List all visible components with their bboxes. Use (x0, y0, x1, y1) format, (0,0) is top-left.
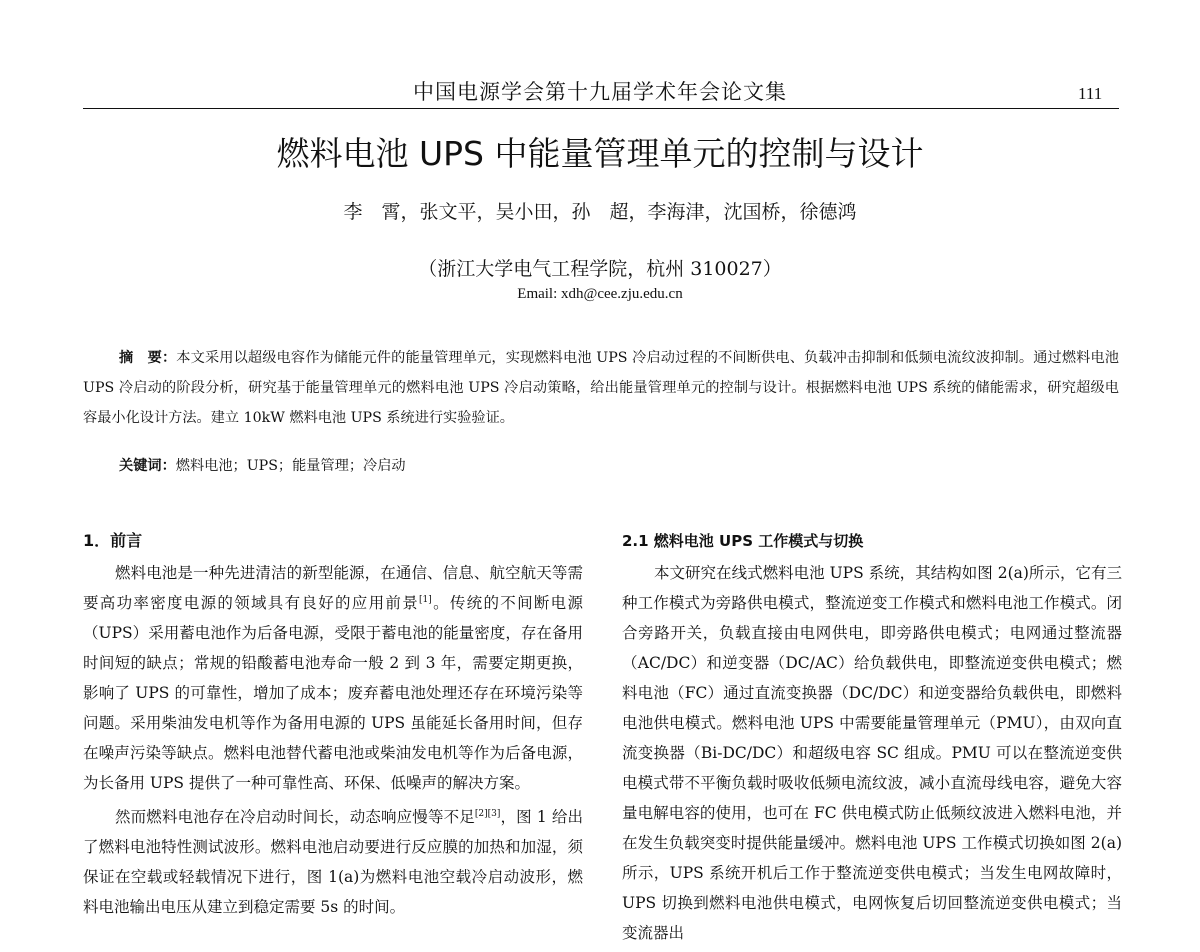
keywords-text: 燃料电池；UPS；能量管理；冷启动 (175, 458, 406, 474)
left-column (83, 528, 583, 926)
section-2-1-heading: 2.1 燃料电池 UPS 工作模式与切换 (622, 532, 864, 550)
paper-title: 燃料电池 UPS 中能量管理单元的控制与设计 (276, 134, 924, 173)
keywords-label: 关键词： (119, 458, 176, 474)
right-column (622, 528, 1122, 952)
header-rule (83, 108, 1119, 109)
abstract-label: 摘 要： (119, 350, 177, 366)
page-number: 111 (1078, 84, 1103, 103)
section-1-paragraph-2: 然而燃料电池存在冷启动时间长，动态响应慢等不足[2][3]，图 1 给出了燃料电池特性测试波形。燃料电池启动要进行反应膜的加热和加湿，须保证在空载或轻载情况下进行，图 1(a)为燃料电池空载冷启动波形，燃料电池输出电压从建立到稳定需要 5s 的时间。 (83, 808, 583, 916)
citation-1: [1] (419, 594, 432, 605)
proceedings-title: 中国电源学会第十九届学术年会论文集 (413, 80, 787, 104)
citation-2-3: [2][3] (474, 808, 501, 819)
keywords (119, 455, 406, 475)
abstract (83, 343, 1119, 433)
section-2-1-paragraph-1: 本文研究在线式燃料电池 UPS 系统，其结构如图 2(a)所示，它有三种工作模式为旁路供电模式，整流逆变工作模式和燃料电池工作模式。闭合旁路开关，负载直接由电网供电，即旁路供电模式；电网通过整流器（AC/DC）和逆变器（DC/AC）给负载供电，即整流逆变供电模式；燃料电池（FC）通过直流变换器（DC/DC）和逆变器给负载供电，即燃料电池供电模式。燃料电池 UPS 中需要能量管理单元（PMU），由双向直流变换器（Bi-DC/DC）和超级电容 SC 组成。PMU 可以在整流逆变供电模式带不平衡负载时吸收低频电流纹波，减小直流母线电容，避免大容量电解电容的使用，也可在 FC 供电模式防止低频纹波进入燃料电池，并在发生负载突变时提供能量缓冲。燃料电池 UPS 工作模式切换如图 2(a)所示，UPS 系统开机后工作于整流逆变供电模式；当发生电网故障时，UPS 切换到燃料电池供电模式，电网恢复后切回整流逆变供电模式；当变流器出 (622, 564, 1122, 942)
section-1-heading: 1．前言 (83, 531, 143, 550)
section-1-paragraph-1: 燃料电池是一种先进清洁的新型能源，在通信、信息、航空航天等需要高功率密度电源的领域具有良好的应用前景[1]。传统的不间断电源（UPS）采用蓄电池作为后备电源，受限于蓄电池的能量密度，存在备用时间短的缺点；常规的铅酸蓄电池寿命一般 2 到 3 年，需要定期更换，影响了 UPS 的可靠性，增加了成本；废弃蓄电池处理还存在环境污染等问题。采用柴油发电机等作为备用电源的 UPS 虽能延长备用时间，但存在噪声污染等缺点。燃料电池替代蓄电池或柴油发电机等作为后备电源，为长备用 UPS 提供了一种可靠性高、环保、低噪声的解决方案。 (83, 564, 583, 792)
abstract-text: 本文采用以超级电容作为储能元件的能量管理单元，实现燃料电池 UPS 冷启动过程的不间断供电、负载冲击抑制和低频电流纹波抑制。通过燃料电池 UPS 冷启动的阶段分析，研究基于能量管理单元的燃料电池 UPS 冷启动策略，给出能量管理单元的控制与设计。根据燃料电池 UPS 系统的储能需求，研究超级电容最小化设计方法。建立 10kW 燃料电池 UPS 系统进行实验验证。 (83, 350, 1119, 426)
affiliation: （浙江大学电气工程学院，杭州 310027） (418, 258, 782, 280)
author-list: 李 霄，张文平，吴小田，孙 超，李海津，沈国桥，徐德鸿 (343, 201, 857, 223)
contact-email: Email: xdh@cee.zju.edu.cn (517, 286, 683, 302)
